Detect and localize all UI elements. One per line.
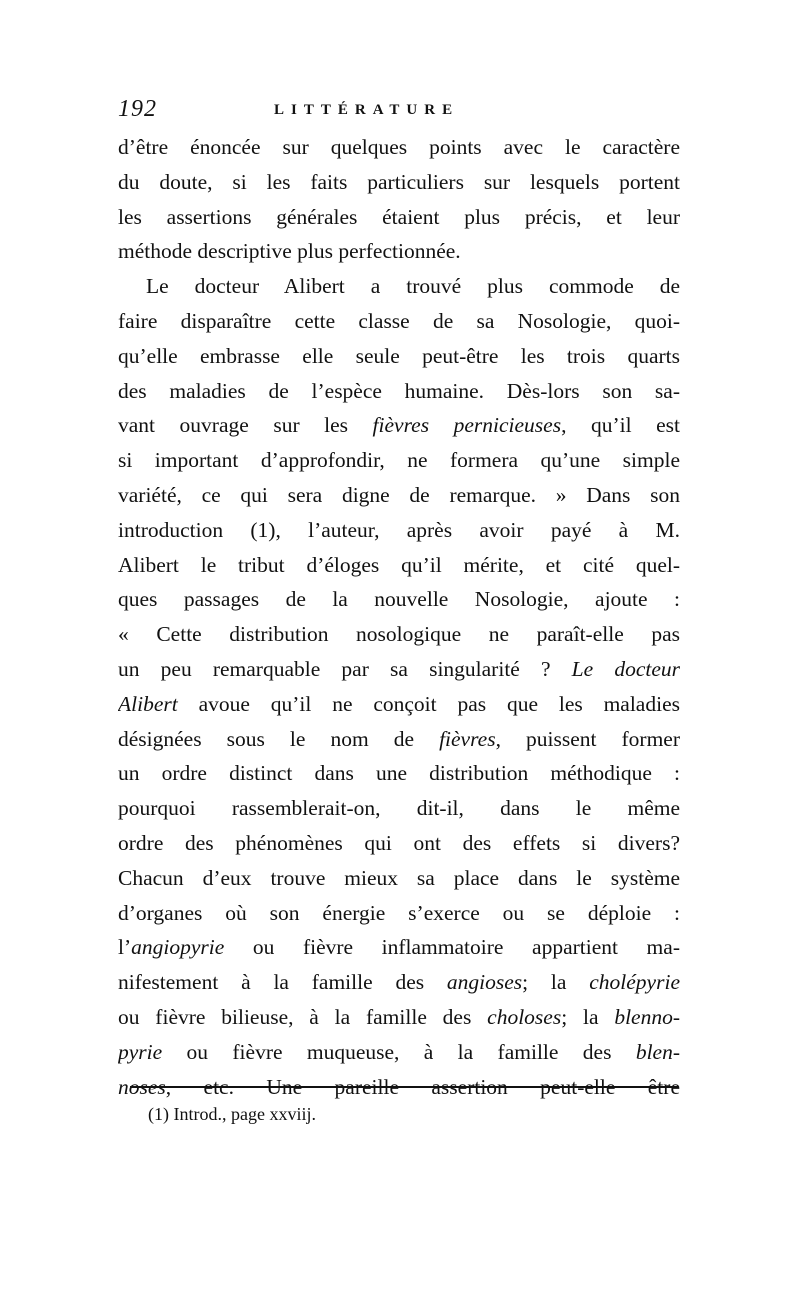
italic-text: Le docteur	[571, 656, 680, 681]
text-line	[118, 339, 680, 374]
text-line	[118, 269, 680, 304]
text-line	[118, 130, 680, 165]
text-segment: , etc. Une pareille assertion peut-elle être	[165, 1074, 680, 1099]
text-line	[118, 478, 680, 513]
italic-text: fièvres pernicieuses	[372, 413, 562, 438]
text-segment: qu’elle embrasse elle seule peut-être les trois quarts	[118, 343, 680, 368]
footnote: (1) Introd., page xxviij.	[148, 1104, 316, 1124]
italic-text: blenno-	[614, 1004, 680, 1029]
text-segment: méthode descriptive plus perfectionnée.	[118, 239, 461, 264]
text-line	[118, 930, 680, 965]
text-segment: avoue qu’il ne conçoit pas que les maladies	[177, 691, 680, 716]
text-segment: variété, ce qui sera digne de remarque. » Dans son	[118, 482, 680, 507]
text-line	[118, 548, 680, 583]
text-segment: ques passages de la nouvelle Nosologie, ajoute :	[118, 587, 680, 612]
page-number: 192	[118, 96, 157, 122]
text-segment: des maladies de l’espèce humaine. Dès-lors son sa-	[118, 378, 680, 403]
text-line	[118, 200, 680, 235]
text-segment: les assertions générales étaient plus précis, et leur	[118, 204, 680, 229]
text-segment: l’	[118, 935, 132, 960]
text-line	[118, 582, 680, 617]
text-segment: d’organes où son énergie s’exerce ou se déploie :	[118, 900, 680, 925]
italic-text: choloses	[487, 1004, 562, 1029]
body-text	[118, 130, 680, 1104]
italic-text: cholépyrie	[589, 970, 680, 995]
text-line	[118, 234, 680, 269]
text-segment: , qu’il est	[561, 413, 680, 438]
text-segment: un ordre distinct dans une distribution méthodique :	[118, 761, 680, 786]
text-segment: ; la	[561, 1004, 615, 1029]
text-line	[118, 1000, 680, 1035]
text-segment: ou fièvre inflammatoire appartient ma-	[224, 935, 680, 960]
text-segment: nifestement à la famille des	[118, 970, 447, 995]
footnote-rule	[130, 1086, 678, 1088]
page-header	[118, 90, 678, 130]
text-segment: désignées sous le nom de	[118, 726, 440, 751]
text-segment: Chacun d’eux trouve mieux sa place dans le système	[118, 865, 680, 890]
text-line	[118, 652, 680, 687]
text-segment: ordre des phénomènes qui ont des effets si divers?	[118, 830, 680, 855]
text-line	[118, 374, 680, 409]
text-segment: du doute, si les faits particuliers sur lesquels portent	[118, 169, 680, 194]
text-segment: vant ouvrage sur les	[118, 413, 373, 438]
text-line	[118, 896, 680, 931]
text-line	[118, 513, 680, 548]
text-segment: ; la	[522, 970, 590, 995]
italic-text: Alibert	[118, 691, 178, 716]
italic-text: fièvres	[439, 726, 496, 751]
text-line	[118, 617, 680, 652]
italic-text: angioses	[446, 970, 523, 995]
text-segment: introduction (1), l’auteur, après avoir payé à M.	[118, 517, 680, 542]
text-line	[118, 1035, 680, 1070]
text-line	[118, 304, 680, 339]
text-segment: si important d’approfondir, ne formera qu’une simple	[118, 448, 680, 473]
text-line	[118, 687, 680, 722]
text-line	[118, 756, 680, 791]
text-segment: Alibert le tribut d’éloges qu’il mérite, et cité quel-	[118, 552, 680, 577]
text-line	[118, 965, 680, 1000]
italic-text: blen-	[635, 1039, 680, 1064]
text-segment: ou fièvre muqueuse, à la famille des	[162, 1039, 636, 1064]
text-line	[118, 408, 680, 443]
text-line	[118, 443, 680, 478]
text-line	[118, 722, 680, 757]
italic-text: angiopyrie	[131, 935, 225, 960]
text-line	[118, 791, 680, 826]
italic-text: pyrie	[118, 1039, 163, 1064]
text-segment: , puissent former	[495, 726, 680, 751]
text-segment: faire disparaître cette classe de sa Nosologie, quoi-	[118, 308, 680, 333]
text-segment: pourquoi rassemblerait-on, dit-il, dans le même	[118, 796, 680, 821]
text-segment: « Cette distribution nosologique ne paraît-elle pas	[118, 622, 680, 647]
running-title: LITTÉRATURE	[274, 102, 460, 118]
text-segment: un peu remarquable par sa singularité ?	[118, 656, 572, 681]
text-line	[118, 861, 680, 896]
text-segment: Le docteur Alibert a trouvé plus commode de	[146, 274, 680, 299]
text-segment: ou fièvre bilieuse, à la famille des	[118, 1004, 488, 1029]
text-segment: d’être énoncée sur quelques points avec le caractère	[118, 135, 680, 159]
text-line	[118, 826, 680, 861]
italic-text: noses	[118, 1074, 166, 1099]
text-line	[118, 165, 680, 200]
